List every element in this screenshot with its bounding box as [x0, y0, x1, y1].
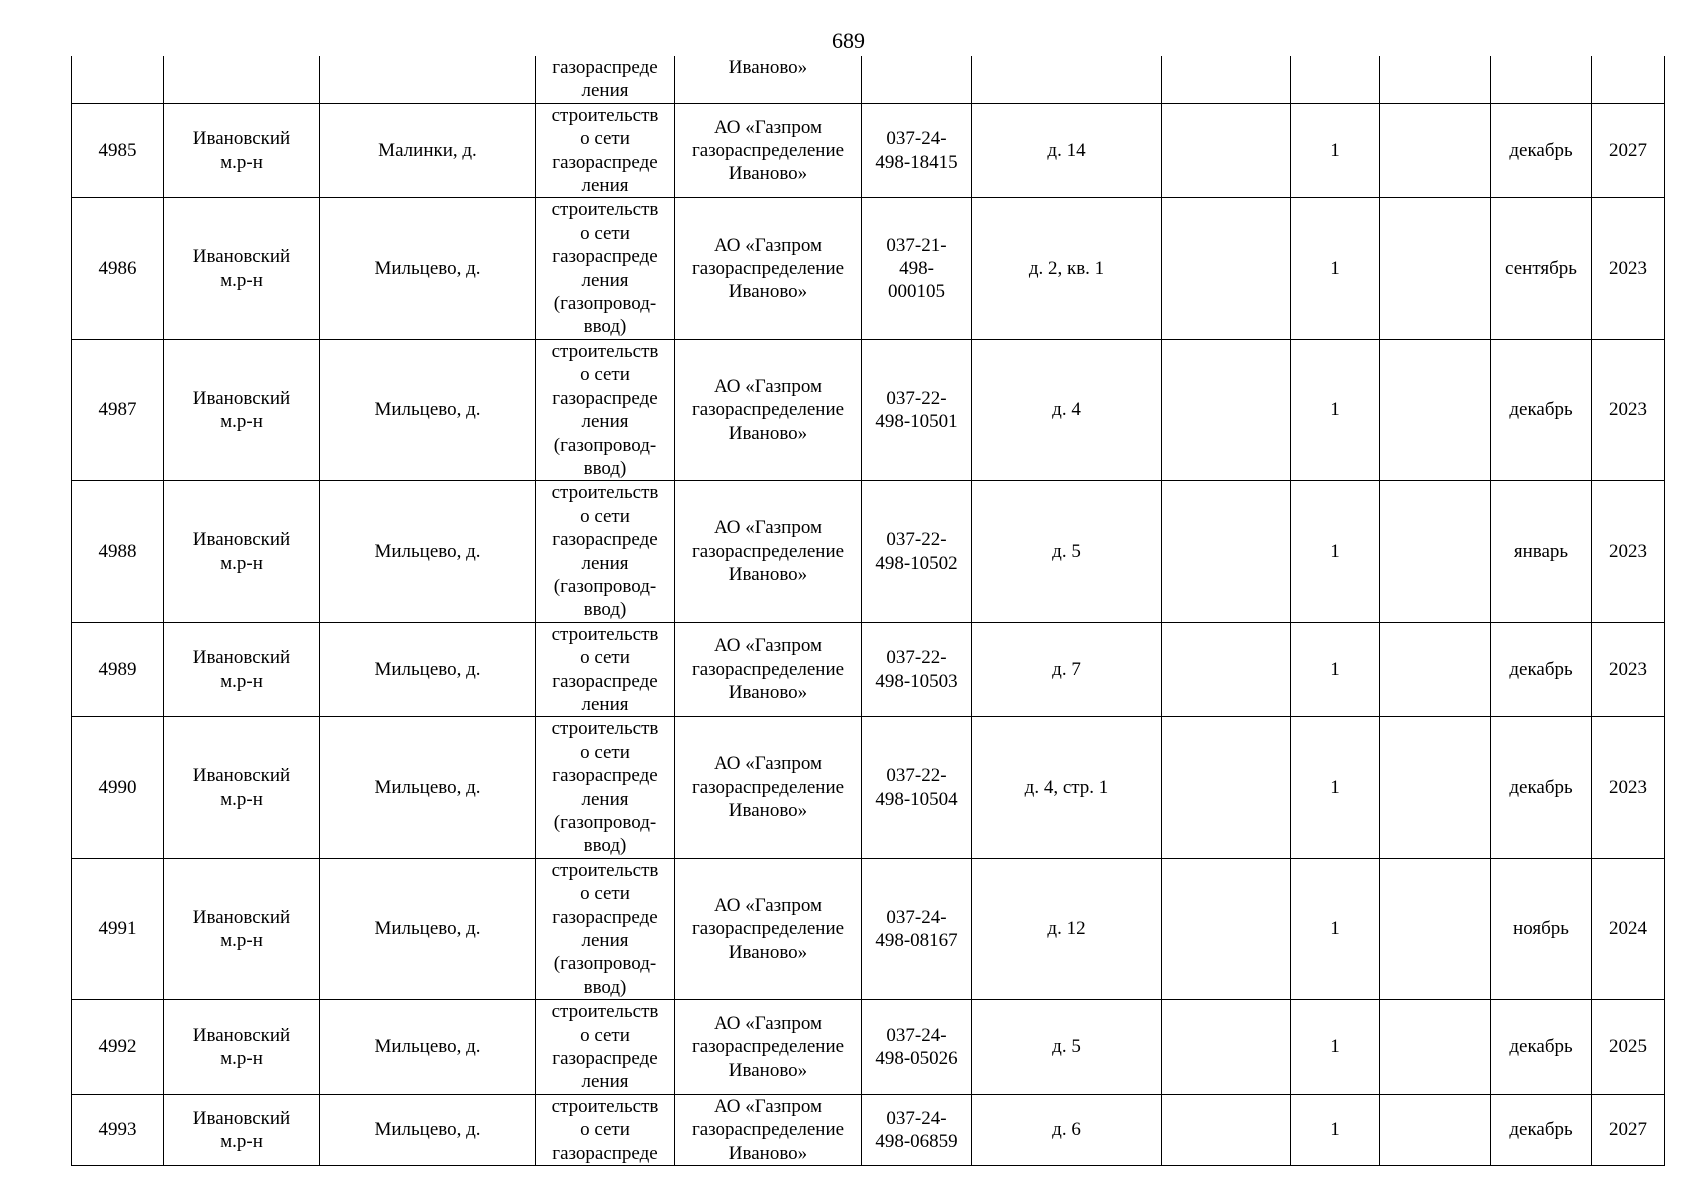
- cell-organization: АО «Газпром газораспределение Иваново»: [675, 481, 862, 622]
- cell-count: 1: [1291, 339, 1380, 480]
- cell-year: 2024: [1592, 858, 1665, 999]
- cell-district: Ивановский м.р-н: [164, 858, 320, 999]
- cell-year: 2023: [1592, 717, 1665, 858]
- cell-num: 4988: [72, 481, 164, 622]
- cell-address: д. 2, кв. 1: [972, 198, 1162, 339]
- table-row: [72, 103, 1665, 198]
- cell-empty: [1162, 1000, 1291, 1095]
- cell-district: Ивановский м.р-н: [164, 622, 320, 717]
- cell-locality: Мильцево, д.: [320, 717, 536, 858]
- table-row: [72, 481, 1665, 622]
- cell-month: январь: [1491, 481, 1592, 622]
- cell-code: 037-24- 498-05026: [862, 1000, 972, 1095]
- cell-empty: [1380, 717, 1491, 858]
- cell-organization: АО «Газпром газораспределение Иваново»: [675, 622, 862, 717]
- cell-locality: Мильцево, д.: [320, 481, 536, 622]
- cell-work-type: строительств о сети газораспреде ления (газопровод- ввод): [536, 481, 675, 622]
- cell-num: 4990: [72, 717, 164, 858]
- cell-empty: [1162, 1094, 1291, 1165]
- cell-code: 037-24- 498-18415: [862, 103, 972, 198]
- cell-num: 4985: [72, 103, 164, 198]
- table-row-fragment: [72, 56, 1665, 103]
- cell-organization: Иваново»: [675, 56, 862, 103]
- cell-month: декабрь: [1491, 339, 1592, 480]
- table-row: [72, 339, 1665, 480]
- cell-empty: [1380, 1094, 1491, 1165]
- cell-num: 4989: [72, 622, 164, 717]
- cell-count: 1: [1291, 103, 1380, 198]
- cell-work-type: строительств о сети газораспреде ления (газопровод- ввод): [536, 717, 675, 858]
- cell-district: Ивановский м.р-н: [164, 1094, 320, 1165]
- cell-empty: [1162, 622, 1291, 717]
- cell-year: [1592, 56, 1665, 103]
- cell-year: 2023: [1592, 198, 1665, 339]
- cell-month: декабрь: [1491, 717, 1592, 858]
- cell-organization: АО «Газпром газораспределение Иваново»: [675, 717, 862, 858]
- cell-organization: АО «Газпром газораспределение Иваново»: [675, 198, 862, 339]
- cell-code: 037-22- 498-10501: [862, 339, 972, 480]
- cell-count: 1: [1291, 622, 1380, 717]
- cell-address: д. 14: [972, 103, 1162, 198]
- cell-month: сентябрь: [1491, 198, 1592, 339]
- cell-num: 4987: [72, 339, 164, 480]
- cell-empty: [1162, 198, 1291, 339]
- cell-address: [972, 56, 1162, 103]
- cell-district: Ивановский м.р-н: [164, 1000, 320, 1095]
- cell-count: 1: [1291, 717, 1380, 858]
- cell-count: 1: [1291, 858, 1380, 999]
- cell-code: [862, 56, 972, 103]
- cell-locality: Мильцево, д.: [320, 339, 536, 480]
- cell-district: Ивановский м.р-н: [164, 103, 320, 198]
- cell-count: 1: [1291, 1094, 1380, 1165]
- cell-organization: АО «Газпром газораспределение Иваново»: [675, 339, 862, 480]
- cell-locality: Мильцево, д.: [320, 1094, 536, 1165]
- cell-month: ноябрь: [1491, 858, 1592, 999]
- cell-empty: [1380, 1000, 1491, 1095]
- cell-organization: АО «Газпром газораспределение Иваново»: [675, 1000, 862, 1095]
- cell-work-type: строительств о сети газораспреде ления (газопровод- ввод): [536, 198, 675, 339]
- page-number: 689: [832, 28, 865, 53]
- cell-organization: АО «Газпром газораспределение Иваново»: [675, 1094, 862, 1165]
- cell-address: д. 5: [972, 1000, 1162, 1095]
- cell-work-type: строительств о сети газораспреде: [536, 1094, 675, 1165]
- table-body: [72, 56, 1665, 1166]
- cell-address: д. 6: [972, 1094, 1162, 1165]
- table-row: [72, 1094, 1665, 1165]
- cell-locality: Мильцево, д.: [320, 622, 536, 717]
- cell-empty: [1380, 103, 1491, 198]
- cell-month: [1491, 56, 1592, 103]
- table-row: [72, 622, 1665, 717]
- registry-table: [71, 56, 1665, 1166]
- cell-year: 2027: [1592, 103, 1665, 198]
- cell-district: Ивановский м.р-н: [164, 198, 320, 339]
- cell-year: 2025: [1592, 1000, 1665, 1095]
- cell-empty: [1162, 103, 1291, 198]
- cell-count: 1: [1291, 1000, 1380, 1095]
- cell-empty: [1380, 622, 1491, 717]
- cell-num: 4991: [72, 858, 164, 999]
- cell-count: 1: [1291, 198, 1380, 339]
- table-row: [72, 717, 1665, 858]
- cell-code: 037-24- 498-06859: [862, 1094, 972, 1165]
- cell-locality: [320, 56, 536, 103]
- cell-address: д. 7: [972, 622, 1162, 717]
- cell-code: 037-22- 498-10502: [862, 481, 972, 622]
- cell-year: 2023: [1592, 481, 1665, 622]
- table-row: [72, 1000, 1665, 1095]
- cell-empty: [1162, 717, 1291, 858]
- cell-district: Ивановский м.р-н: [164, 481, 320, 622]
- cell-num: 4993: [72, 1094, 164, 1165]
- cell-locality: Мильцево, д.: [320, 198, 536, 339]
- cell-empty: [1162, 481, 1291, 622]
- cell-work-type: строительств о сети газораспреде ления (газопровод- ввод): [536, 339, 675, 480]
- cell-empty: [1380, 56, 1491, 103]
- cell-count: [1291, 56, 1380, 103]
- cell-empty: [1380, 481, 1491, 622]
- cell-district: Ивановский м.р-н: [164, 339, 320, 480]
- cell-code: 037-21- 498- 000105: [862, 198, 972, 339]
- cell-locality: Малинки, д.: [320, 103, 536, 198]
- cell-month: декабрь: [1491, 622, 1592, 717]
- cell-empty: [1162, 339, 1291, 480]
- cell-work-type: строительств о сети газораспреде ления (газопровод- ввод): [536, 858, 675, 999]
- cell-code: 037-22- 498-10503: [862, 622, 972, 717]
- cell-empty: [1380, 198, 1491, 339]
- cell-num: [72, 56, 164, 103]
- cell-empty: [1380, 339, 1491, 480]
- cell-year: 2023: [1592, 622, 1665, 717]
- cell-empty: [1162, 56, 1291, 103]
- cell-code: 037-24- 498-08167: [862, 858, 972, 999]
- cell-num: 4992: [72, 1000, 164, 1095]
- cell-address: д. 4: [972, 339, 1162, 480]
- cell-locality: Мильцево, д.: [320, 1000, 536, 1095]
- cell-district: Ивановский м.р-н: [164, 717, 320, 858]
- cell-locality: Мильцево, д.: [320, 858, 536, 999]
- cell-month: декабрь: [1491, 103, 1592, 198]
- cell-work-type: газораспреде ления: [536, 56, 675, 103]
- table-row: [72, 858, 1665, 999]
- cell-address: д. 12: [972, 858, 1162, 999]
- cell-work-type: строительств о сети газораспреде ления: [536, 103, 675, 198]
- cell-address: д. 5: [972, 481, 1162, 622]
- cell-month: декабрь: [1491, 1000, 1592, 1095]
- cell-empty: [1380, 858, 1491, 999]
- cell-organization: АО «Газпром газораспределение Иваново»: [675, 858, 862, 999]
- table-row: [72, 198, 1665, 339]
- cell-month: декабрь: [1491, 1094, 1592, 1165]
- cell-year: 2027: [1592, 1094, 1665, 1165]
- cell-organization: АО «Газпром газораспределение Иваново»: [675, 103, 862, 198]
- cell-address: д. 4, стр. 1: [972, 717, 1162, 858]
- cell-work-type: строительств о сети газораспреде ления: [536, 622, 675, 717]
- cell-year: 2023: [1592, 339, 1665, 480]
- cell-empty: [1162, 858, 1291, 999]
- cell-num: 4986: [72, 198, 164, 339]
- cell-count: 1: [1291, 481, 1380, 622]
- cell-work-type: строительств о сети газораспреде ления: [536, 1000, 675, 1095]
- cell-district: [164, 56, 320, 103]
- cell-code: 037-22- 498-10504: [862, 717, 972, 858]
